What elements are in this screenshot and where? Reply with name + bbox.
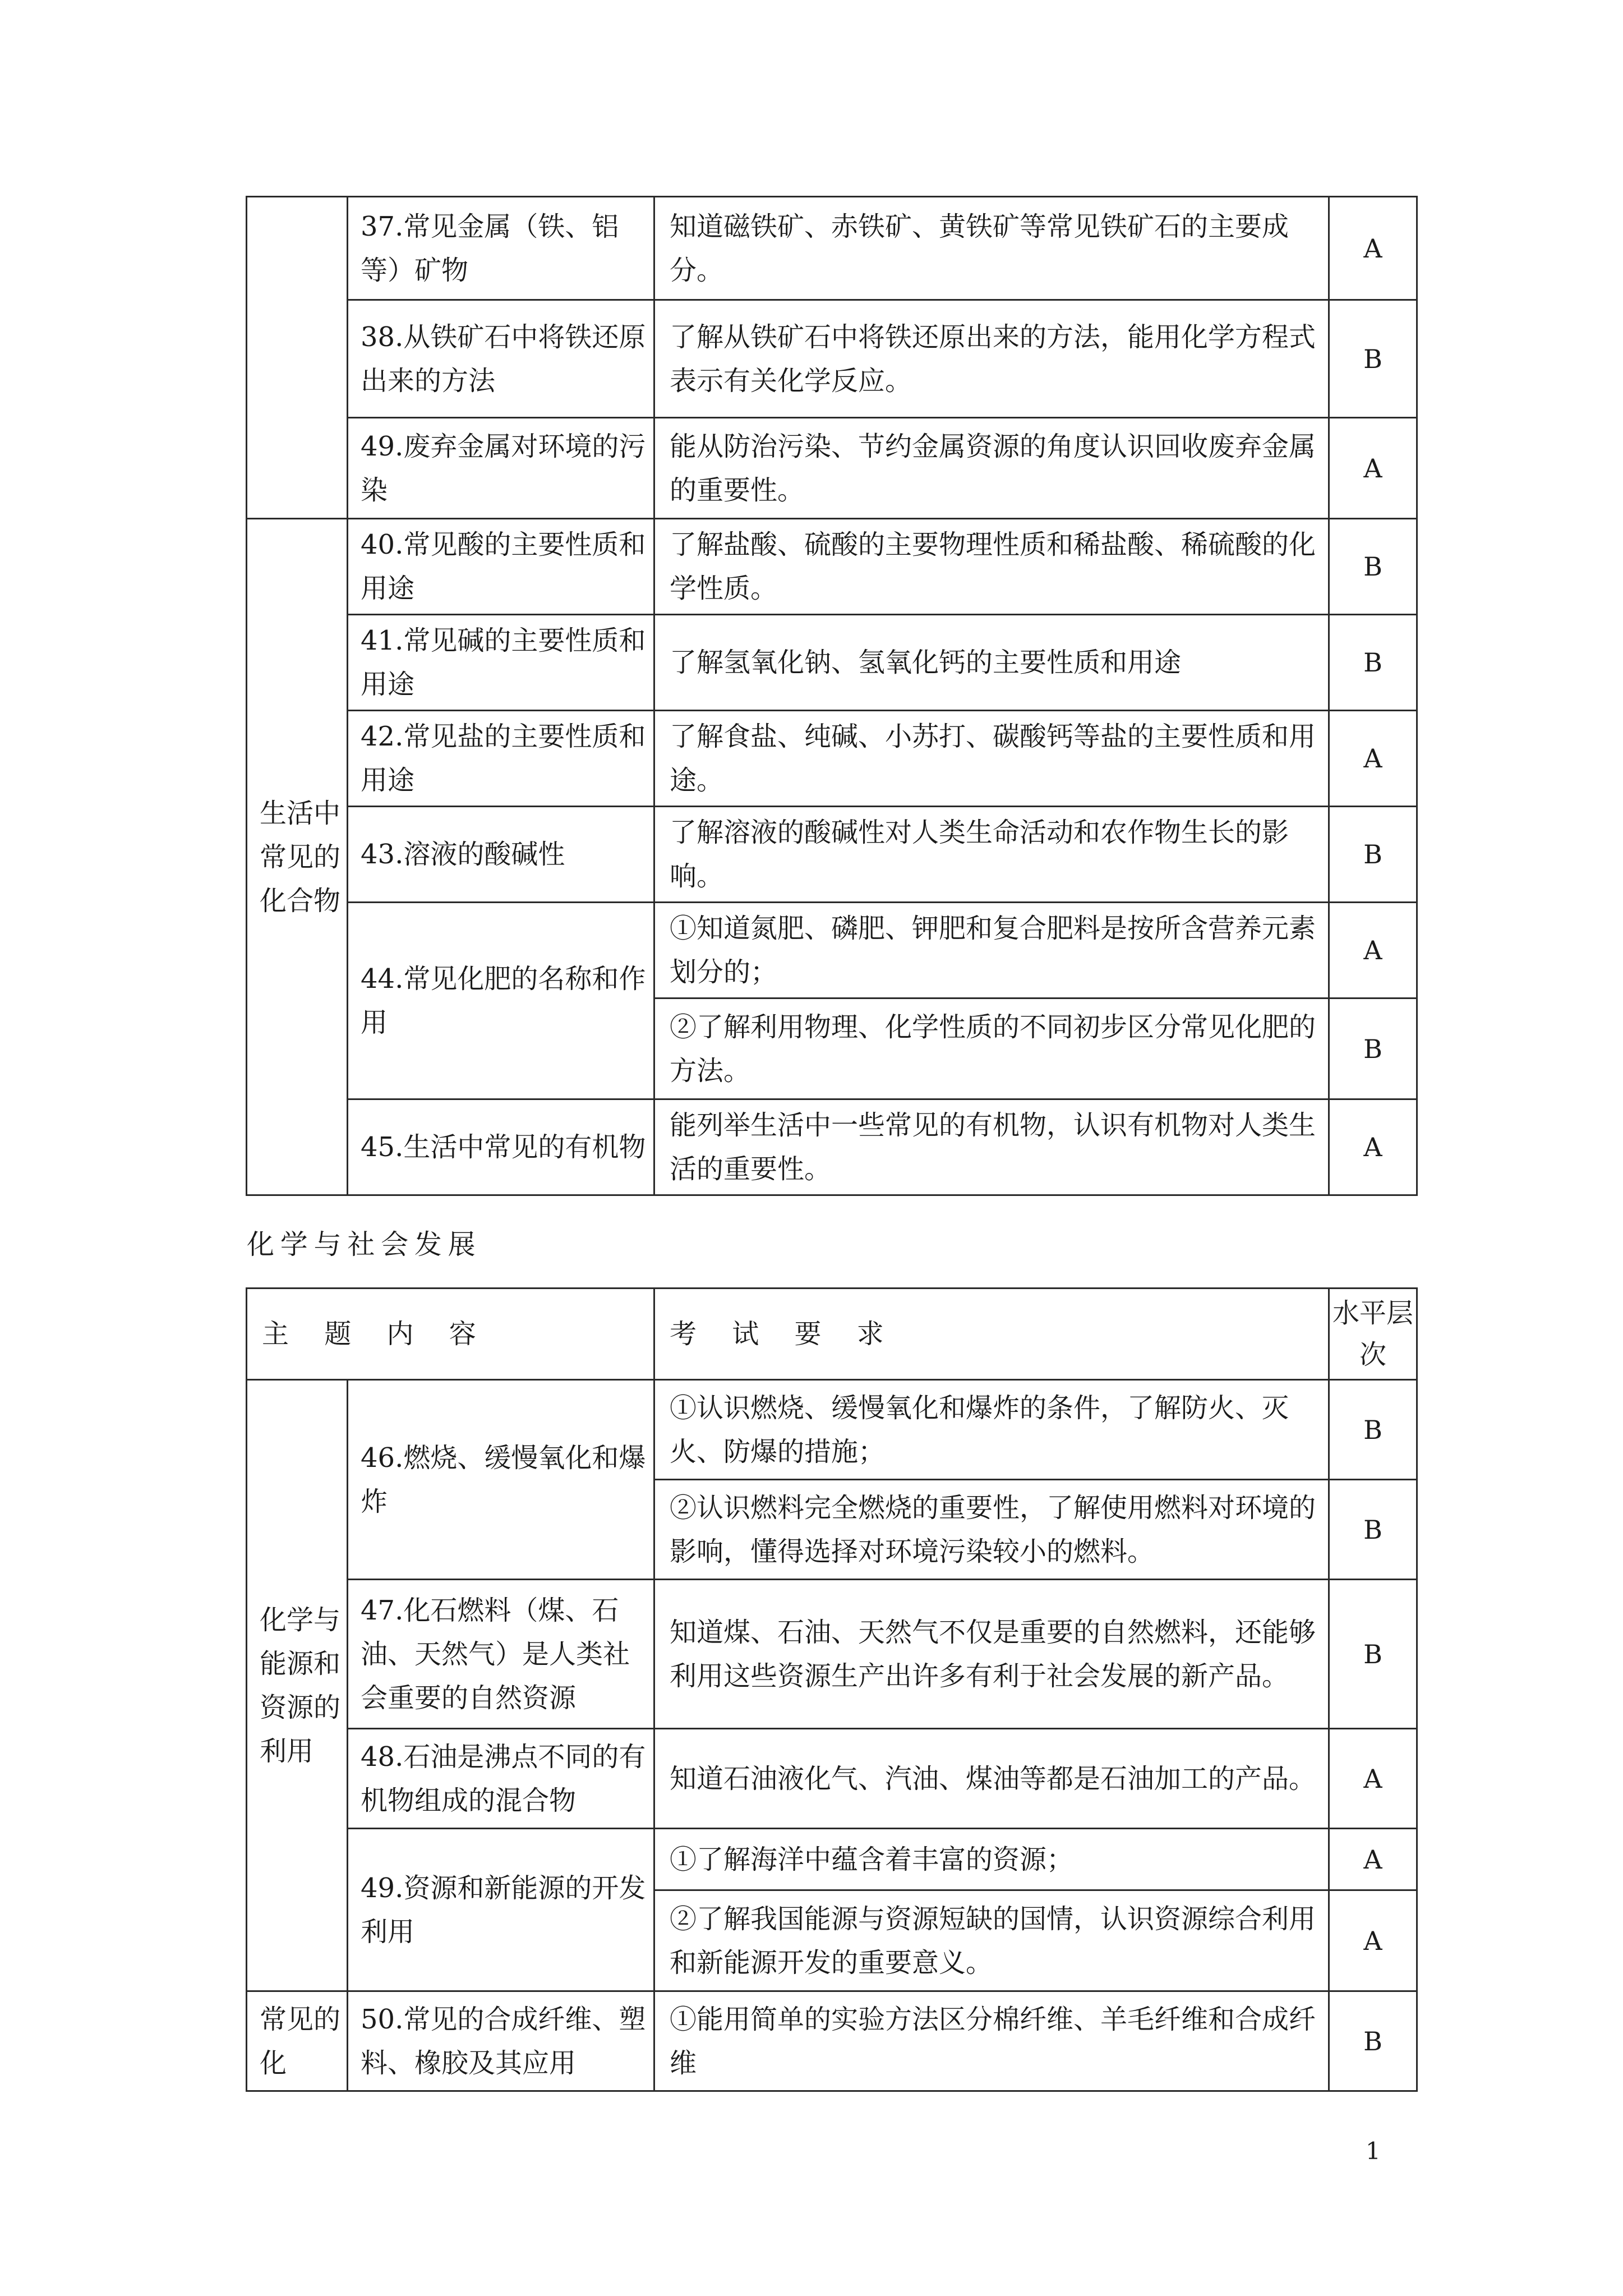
topic-cell: 50.常见的合成纤维、塑料、橡胶及其应用 [348, 1991, 654, 2091]
level-cell: B [1329, 519, 1417, 615]
requirement-cell: ①认识燃烧、缓慢氧化和爆炸的条件，了解防火、灭火、防爆的措施； [654, 1380, 1329, 1480]
requirement-cell: 了解氢氧化钠、氢氧化钙的主要性质和用途 [654, 615, 1329, 711]
table-row [247, 519, 1417, 615]
table-row [247, 903, 1417, 999]
topic-cell: 46.燃烧、缓慢氧化和爆炸 [348, 1380, 654, 1580]
level-cell: A [1329, 903, 1417, 999]
category-cell: 常见的化 [247, 1991, 348, 2091]
topic-cell: 41.常见碱的主要性质和用途 [348, 615, 654, 711]
requirement-cell: 了解溶液的酸碱性对人类生命活动和农作物生长的影响。 [654, 807, 1329, 903]
requirement-cell: 知道磁铁矿、赤铁矿、黄铁矿等常见铁矿石的主要成分。 [654, 197, 1329, 300]
level-cell: B [1329, 1991, 1417, 2091]
level-cell: B [1329, 999, 1417, 1099]
category-cell: 化学与能源和资源的利用 [247, 1380, 348, 1991]
level-cell: A [1329, 1729, 1417, 1829]
table-row [247, 1729, 1417, 1829]
requirement-cell: 能从防治污染、节约金属资源的角度认识回收废弃金属的重要性。 [654, 418, 1329, 519]
topic-cell: 49.资源和新能源的开发利用 [348, 1829, 654, 1991]
level-cell: A [1329, 1829, 1417, 1890]
standards-table-compounds [246, 196, 1418, 1196]
table-row [247, 1829, 1417, 1890]
category-cell: 生活中常见的化合物 [247, 519, 348, 1195]
header-topic: 主 题 内 容 [247, 1289, 654, 1380]
table-row [247, 711, 1417, 807]
standards-table-society [246, 1287, 1418, 2092]
table-header-row [247, 1289, 1417, 1380]
header-level: 水平层次 [1329, 1289, 1417, 1380]
topic-cell: 44.常见化肥的名称和作用 [348, 903, 654, 1099]
level-cell: A [1329, 711, 1417, 807]
table-row [247, 1991, 1417, 2091]
table-row [247, 1580, 1417, 1729]
level-cell: B [1329, 615, 1417, 711]
table-row [247, 1099, 1417, 1195]
category-cell-metals-continued [247, 197, 348, 519]
requirement-cell: ②认识燃料完全燃烧的重要性，了解使用燃料对环境的影响，懂得选择对环境污染较小的燃料。 [654, 1480, 1329, 1580]
topic-cell: 49.废弃金属对环境的污染 [348, 418, 654, 519]
requirement-cell: ①了解海洋中蕴含着丰富的资源； [654, 1829, 1329, 1890]
topic-cell: 38.从铁矿石中将铁还原出来的方法 [348, 300, 654, 418]
topic-cell: 37.常见金属（铁、铝等）矿物 [348, 197, 654, 300]
level-cell: A [1329, 1890, 1417, 1991]
table-row [247, 300, 1417, 418]
requirement-cell: ②了解我国能源与资源短缺的国情，认识资源综合利用和新能源开发的重要意义。 [654, 1890, 1329, 1991]
level-cell: B [1329, 807, 1417, 903]
table-row [247, 418, 1417, 519]
topic-cell: 42.常见盐的主要性质和用途 [348, 711, 654, 807]
topic-cell: 45.生活中常见的有机物 [348, 1099, 654, 1195]
level-cell: A [1329, 418, 1417, 519]
topic-cell: 48.石油是沸点不同的有机物组成的混合物 [348, 1729, 654, 1829]
requirement-cell: 知道煤、石油、天然气不仅是重要的自然燃料，还能够利用这些资源生产出许多有利于社会发展的新产品。 [654, 1580, 1329, 1729]
requirement-cell: 了解从铁矿石中将铁还原出来的方法，能用化学方程式表示有关化学反应。 [654, 300, 1329, 418]
page-number: 1 [1366, 2137, 1381, 2165]
level-cell: B [1329, 1480, 1417, 1580]
level-cell: B [1329, 1580, 1417, 1729]
topic-cell: 43.溶液的酸碱性 [348, 807, 654, 903]
header-requirement: 考 试 要 求 [654, 1289, 1329, 1380]
level-cell: A [1329, 1099, 1417, 1195]
requirement-cell: ①能用简单的实验方法区分棉纤维、羊毛纤维和合成纤维 [654, 1991, 1329, 2091]
level-cell: B [1329, 1380, 1417, 1480]
table-row [247, 615, 1417, 711]
topic-cell: 47.化石燃料（煤、石油、天然气）是人类社会重要的自然资源 [348, 1580, 654, 1729]
requirement-cell: 了解盐酸、硫酸的主要物理性质和稀盐酸、稀硫酸的化学性质。 [654, 519, 1329, 615]
table-row [247, 1380, 1417, 1480]
section-title: 化学与社会发展 [247, 1228, 482, 1260]
level-cell: A [1329, 197, 1417, 300]
table-row [247, 197, 1417, 300]
requirement-cell: 能列举生活中一些常见的有机物，认识有机物对人类生活的重要性。 [654, 1099, 1329, 1195]
requirement-cell: 知道石油液化气、汽油、煤油等都是石油加工的产品。 [654, 1729, 1329, 1829]
requirement-cell: ①知道氮肥、磷肥、钾肥和复合肥料是按所含营养元素划分的； [654, 903, 1329, 999]
requirement-cell: ②了解利用物理、化学性质的不同初步区分常见化肥的方法。 [654, 999, 1329, 1099]
level-cell: B [1329, 300, 1417, 418]
table-row [247, 807, 1417, 903]
requirement-cell: 了解食盐、纯碱、小苏打、碳酸钙等盐的主要性质和用途。 [654, 711, 1329, 807]
topic-cell: 40.常见酸的主要性质和用途 [348, 519, 654, 615]
